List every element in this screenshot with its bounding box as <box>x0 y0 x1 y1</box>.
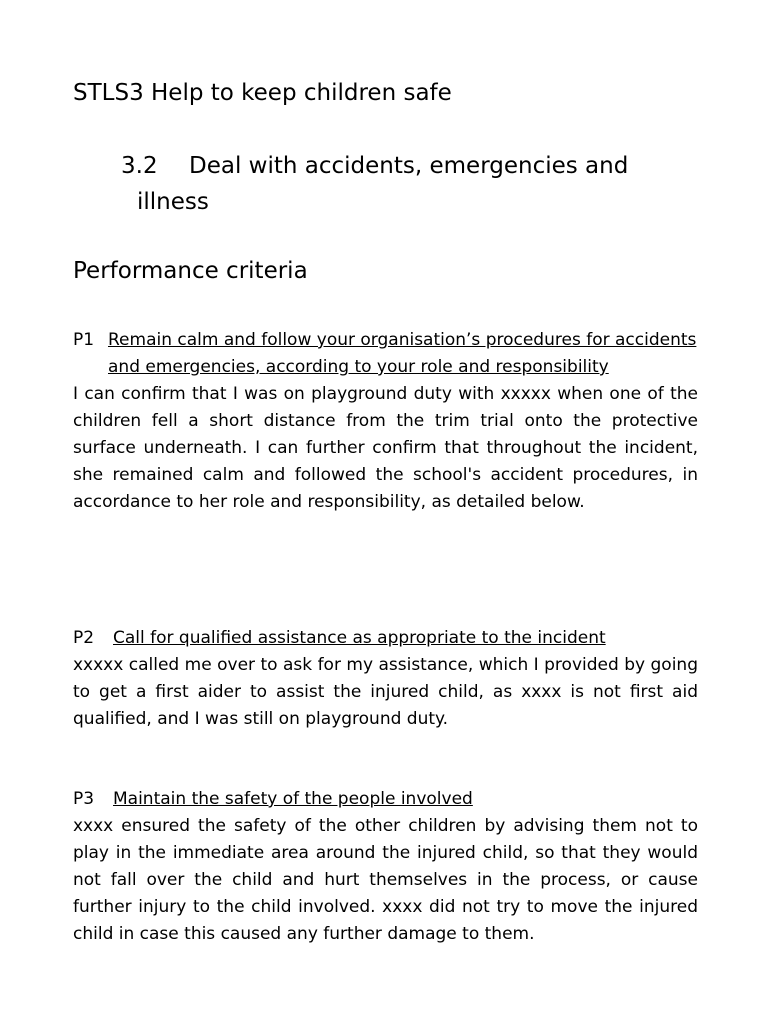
criterion-p3 <box>73 786 698 948</box>
criterion-header <box>73 786 698 813</box>
criterion-evidence: I can confirm that I was on playground duty with xxxxx when one of the children fell a short distance from the trim trial onto the protective surface underneath. I can further confirm that throughout the incident, she remained calm and followed the school's accident procedures, in accordance to her role and responsibility, as detailed below. <box>73 384 698 512</box>
criterion-p1 <box>73 327 698 516</box>
performance-criteria-heading: Performance criteria <box>73 258 308 284</box>
subsection-heading <box>121 148 721 220</box>
criterion-text: Maintain the safety of the people involved <box>113 789 473 809</box>
criterion-code: P1 <box>73 330 95 350</box>
subsection-title-line2: illness <box>137 189 209 215</box>
document-title: STLS3 Help to keep children safe <box>73 80 452 106</box>
criterion-code: P2 <box>73 628 95 648</box>
subsection-title-line1: Deal with accidents, emergencies and <box>189 153 629 179</box>
criterion-code: P3 <box>73 789 95 809</box>
criterion-text: Remain calm and follow your organisation’s procedures for accidents and emergencies, according to your role and responsibility <box>108 330 697 377</box>
criterion-p2 <box>73 625 698 733</box>
criterion-text: Call for qualified assistance as appropriate to the incident <box>113 628 606 648</box>
criterion-evidence: xxxxx called me over to ask for my assistance, which I provided by going to get a first aider to assist the injured child, as xxxx is not first aid qualified, and I was still on playground duty. <box>73 655 698 729</box>
subsection-number: 3.2 <box>121 153 158 179</box>
criterion-header <box>73 625 698 652</box>
criterion-evidence: xxxx ensured the safety of the other children by advising them not to play in the immediate area around the injured child, so that they would not fall over the child and hurt themselves in the process, or cause further injury to the child involved. xxxx did not try to move the injured child in case this caused any further damage to them. <box>73 816 698 944</box>
criterion-header <box>73 327 698 381</box>
